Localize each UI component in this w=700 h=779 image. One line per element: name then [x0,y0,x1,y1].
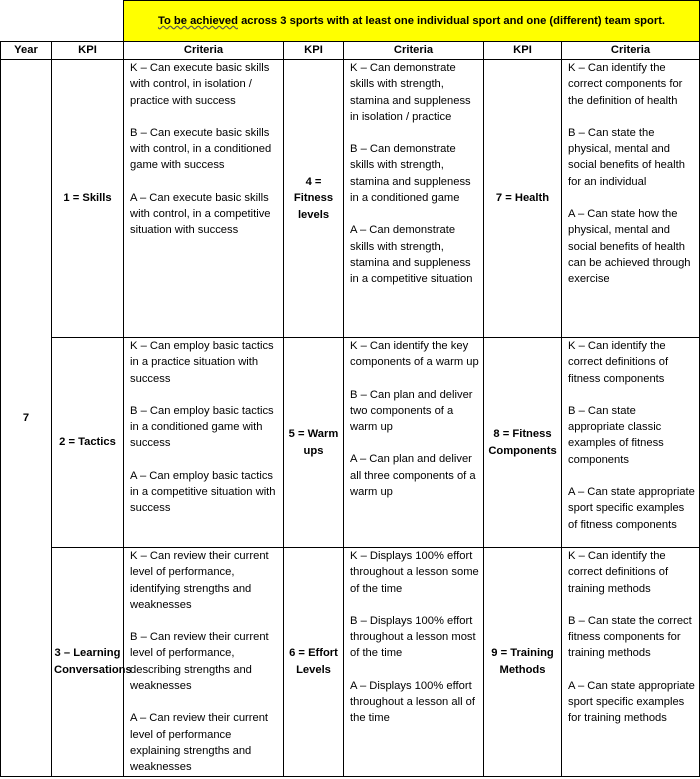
criteria-a: A – Can state appropriate sport specific examples of fitness components [568,486,695,531]
kpi-row [1,548,700,777]
banner-row [1,1,700,42]
criteria-a: A – Can state how the physical, mental and social benefits of health can be achieved through exercise [568,208,691,286]
kpi-row [1,60,700,338]
criteria-a: A – Can review their current level of performance explaining strengths and weaknesses [130,712,269,774]
header-kpi-3: KPI [484,42,562,60]
criteria-a: A – Displays 100% effort throughout a lesson all of the time [350,679,476,725]
header-criteria-1: Criteria [124,42,284,60]
criteria-a: A – Can employ basic tactics in a competitive situation with success [130,469,276,515]
kpi-cell: 1 = Skills [52,60,124,338]
header-kpi-1: KPI [52,42,124,60]
criteria-b: B – Can state the physical, mental and social benefits of health for an individual [568,126,685,188]
criteria-b: B – Can state appropriate classic examples of fitness components [568,404,664,466]
criteria-cell [344,338,484,548]
kpi-cell: 9 = Training Methods [484,548,562,777]
criteria-b: B – Can plan and deliver two components of a warm up [350,388,473,434]
criteria-b: B – Can review their current level of performance, describing strengths and weaknesses [130,631,269,693]
year-cell: 7 [1,60,52,777]
criteria-cell [562,338,700,548]
criteria-b: B – Can demonstrate skills with strength, stamina and suppleness in a conditioned game [350,143,471,205]
banner [124,1,700,42]
kpi-cell: 3 – Learning Conversations [52,548,124,777]
criteria-a: A – Can state appropriate sport specific examples for training methods [568,679,695,725]
criteria-cell [344,60,484,338]
criteria-b: B – Can state the correct fitness components for training methods [568,614,692,660]
criteria-cell [124,60,284,338]
criteria-k: K – Can identify the correct definitions of training methods [568,550,669,595]
criteria-a: A – Can execute basic skills with control, in a competitive situation with success [130,191,271,237]
header-criteria-2: Criteria [344,42,484,60]
criteria-k: K – Can identify the correct components for the definition of health [568,62,683,107]
criteria-k: K – Can execute basic skills with control, in isolation / practice with success [130,62,270,107]
kpi-row [1,338,700,548]
criteria-cell [344,548,484,777]
banner-text: across 3 sports with at least one individual sport and one (different) team sport. [237,14,666,27]
kpi-cell: 7 = Health [484,60,562,338]
criteria-b: B – Can employ basic tactics in a conditioned game with success [130,404,274,450]
kpi-cell: 5 = Warm ups [284,338,344,548]
criteria-a: A – Can plan and deliver all three components of a warm up [350,453,476,499]
criteria-k: K – Displays 100% effort throughout a lesson some of the time [350,550,479,595]
criteria-cell [562,60,700,338]
banner-underlined: To be achieved [157,14,238,27]
criteria-b: B – Can execute basic skills with control, in a conditioned game with success [130,126,272,172]
criteria-k: K – Can identify the correct definitions of fitness components [568,340,669,385]
header-kpi-2: KPI [284,42,344,60]
criteria-b: B – Displays 100% effort throughout a lesson most of the time [350,614,476,660]
kpi-cell: 6 = Effort Levels [284,548,344,777]
criteria-a: A – Can demonstrate skills with strength, stamina and suppleness in a competitive situation [350,224,473,286]
criteria-k: K – Can review their current level of performance, identifying strengths and weaknesses [130,550,269,611]
header-year: Year [1,42,52,60]
kpi-cell: 2 = Tactics [52,338,124,548]
criteria-k: K – Can identify the key components of a warm up [350,340,479,369]
kpi-cell: 4 = Fitness levels [284,60,344,338]
criteria-cell [124,338,284,548]
criteria-k: K – Can demonstrate skills with strength, stamina and suppleness in isolation / practice [350,62,471,123]
kpi-cell: 8 = Fitness Components [484,338,562,548]
criteria-cell [562,548,700,777]
blank-corner [1,1,124,42]
criteria-cell [124,548,284,777]
header-criteria-3: Criteria [562,42,700,60]
criteria-k: K – Can employ basic tactics in a practice situation with success [130,340,274,385]
header-row [1,42,700,60]
